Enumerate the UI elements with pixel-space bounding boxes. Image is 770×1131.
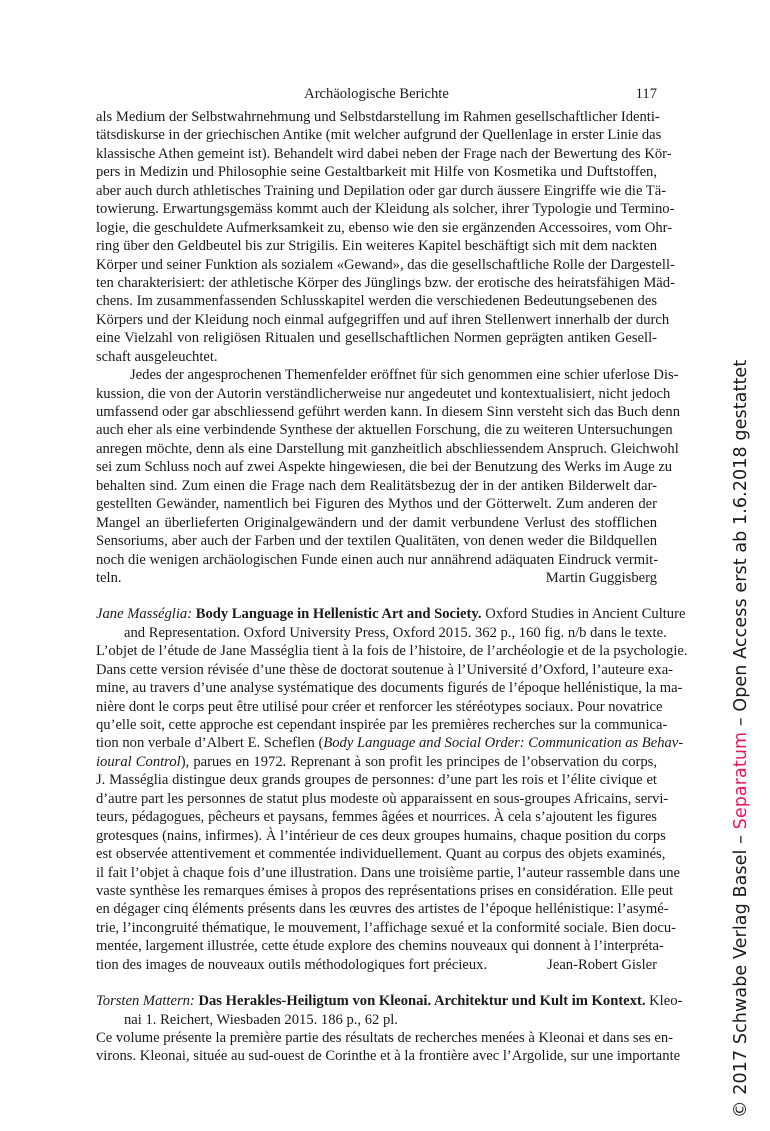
text-line: gestellten Gewänder, namentlich bei Figuren des Mythos und der Götterwelt. Zum anderen der [96,496,657,513]
text-line: als Medium der Selbstwahrnehmung und Selbstdarstellung im Rahmen gesellschaftlicher Identi- [96,109,660,125]
separatum-label: Separatum [731,731,751,830]
text-fragment: tion non verbale d’Albert E. Scheflen ( [96,735,324,752]
text-line: umfassend oder gar abschliessend geführt werden kann. In diesem Sinn versteht sich das Buch denn [96,404,680,420]
signature-line [96,569,657,587]
copyright-sidebar [731,360,751,1118]
biblio-details: Oxford Studies in Ancient Culture [485,606,686,623]
text-line: behalten sind. Zum einen die Frage nach dem Realitätsbezug der in der antiken Bilderwelt dar- [96,477,657,494]
biblio-details-line: nai 1. Reichert, Wiesbaden 2015. 186 p., 62 pl. [124,1011,398,1028]
biblio-heading [96,605,686,623]
text-line: kussion, die von der Autorin verständlicherweise nur angedeutet und kontextualisiert, nicht jedoch [96,385,671,402]
text-line: grotesques (nains, infirmes). À l’intérieur de ces deux groupes humains, chaque position du corps [96,827,666,844]
text-line: Dans cette version révisée d’une thèse de doctorat soutenue à l’Université d’Oxford, l’auteure exa- [96,661,674,678]
biblio-details: Kleo- [649,993,683,1010]
text-line: mentée, largement illustrée, cette étude explore des chemins nouveaux qui donnent à l’interpréta- [96,938,664,955]
reviewer-name: Jean-Robert Gisler [547,956,657,973]
book-author: Jane Masséglia: [96,606,193,623]
page-number: 117 [635,86,657,102]
text-line: logie, die geschuldete Aufmerksamkeit zu, ebenso wie den sie ergänzenden Accessoires, vom Ohr- [96,219,673,236]
text-line: il fait l’objet à chaque fois d’une illustration. Dans une troisième partie, l’auteur rassemble dans une [96,864,680,881]
review-2 [96,605,688,974]
cited-title: Body Language and Social Order: Communication as Behav- [323,735,684,752]
text-line: est observée attentivement et commentée individuellement. Quant au corpus des objets examinés, [96,846,666,863]
text-line: Sensoriums, aber auch der Farben und der textilen Qualitäten, von denen weder die Bildquellen [96,533,657,550]
text-line: L’objet de l’étude de Jane Masséglia tient à la fois de l’histoire, de l’archéologie et de la psychologie. [96,643,688,660]
open-access-notice: – Open Access erst ab 1.6.2018 gestattet [731,359,751,732]
text-line: mine, au travers d’une analyse systématique des documents figurés de l’époque hellénistique, la ma- [96,680,683,697]
book-title: Body Language in Hellenistic Art and Society. [195,606,482,623]
text-line: klassische Athen gemeint ist). Behandelt wird dabei neben der Frage nach der Bewertung des Kör- [96,145,672,162]
text-line: aber auch durch athletisches Training und Depilation oder gar durch äussere Eingriffe wie die Tä- [96,182,667,199]
book-title: Das Herakles-Heiligtum von Kleonai. Architektur und Kult im Kontext. [198,993,646,1010]
biblio-details-line: and Representation. Oxford University Press, Oxford 2015. 362 p., 160 fig. n/b dans le texte. [124,624,667,641]
text-line: Mangel an überlieferten Originalgewändern und der damit verbundene Verlust des stofflichen [96,514,657,531]
text-fragment: ), parues en 1972. Reprenant à son profit les principes de l’observation du corps, [180,753,657,770]
text-line: Ce volume présente la première partie des résultats de recherches menées à Kleonai et dans ses en- [96,1030,674,1046]
running-head [96,86,657,108]
text-line: Körper und seiner Funktion als sozialem «Gewand», das die gesellschaftliche Rolle der Dargestell- [96,256,675,273]
text-line: vaste synthèse les remarques émises à propos des représentations prises en considération. Elle peut [96,882,674,899]
section-gap [96,974,657,992]
review-3 [96,992,683,1066]
text-line: schaft ausgeleuchtet. [96,348,218,365]
text-line: d’autre part les personnes de statut plus modeste où apparaissent en sous-groupes Africains, servi- [96,790,669,807]
review-1-paragraph-2 [96,366,680,587]
biblio-heading [96,992,683,1010]
text-line [96,753,657,771]
text-line: trie, l’incongruité thématique, le mouvement, l’affichage sexué et la conformité sociale. Bien docu- [96,919,677,936]
text-line: teurs, pédagogues, pêcheurs et paysans, femmes âgées et nourrices. À cela s’ajoutent les figures [96,809,657,826]
text-line: pers in Medizin und Philosophie seine Gestaltbarkeit mit Hilfe von Kosmetika und Duftstoffen, [96,164,657,181]
text-line: chens. Im zusammenfassenden Schlusskapitel werden die verschiedenen Bedeutungsebenen des [96,293,657,310]
text-line: eine Vielzahl von religiösen Ritualen und gesellschaftlichen Normen geprägten antiken Gesell- [96,330,657,347]
text-line: Jedes der angesprochenen Themenfelder eröffnet für sich genommen eine schier uferlose Dis- [130,367,679,384]
text-line: ring über den Geldbeutel bis zur Strigilis. Ein weiteres Kapitel beschäftigt sich mit dem nackten [96,238,657,255]
text-line: Körpers und der Kleidung noch einmal aufgegriffen und auf ihren Stellenwert innerhalb der durch [96,311,670,328]
text-line: tätsdiskurse in der griechischen Antike (mit welcher aufgrund der Quellenlage in erster Linie das [96,127,662,144]
text-line: virons. Kleonai, située au sud-ouest de Corinthe et à la frontière avec l’Argolide, sur une importante [96,1048,681,1065]
text-line: anregen möchte, denn als eine Darstellung mit ganzheitlich abschliessendem Anspruch. Gleichwohl [96,440,679,457]
signature-line [96,956,657,974]
text-line: ten charakterisiert: der athletische Körper des Jünglings bzw. der erotische des heiratsfähigen Mäd- [96,274,675,291]
text-line [96,734,684,752]
text-line: noch die wenigen archäologischen Funde einen auch nur annährend adäquaten Eindruck vermit- [96,551,659,568]
document-page [96,86,688,1066]
cited-title: ioural Control [96,753,181,770]
text-line: towierung. Erwartungsgemäss kommt auch der Kleidung als solcher, ihrer Typologie und Termino- [96,201,675,218]
section-gap [96,587,657,605]
text-line: qu’elle soit, cette approche est cependant inspirée par les premières recherches sur la communica- [96,717,668,733]
text-line: nière dont le corps peut être utilisé pour créer et renforcer les stéréotypes sociaux. Pour novatrice [96,698,663,715]
copyright-text: © 2017 Schwabe Verlag Basel – [731,829,751,1118]
text-line: auch eher als eine verbindende Synthese der aktuellen Forschung, die zu weiteren Untersuchungen [96,422,673,439]
running-title: Archäologische Berichte [304,86,449,102]
text-line: en dégager cinq éléments présents dans les œuvres des artistes de l’époque hellénistique: l’asymé- [96,901,669,918]
text-fragment: teln. [96,569,122,586]
text-line: sei zum Schluss noch auf zwei Aspekte hingewiesen, die bei der Benutzung des Werks im Auge zu [96,459,673,476]
review-1-paragraph-1 [96,108,675,366]
text-line: J. Masséglia distingue deux grands groupes de personnes: d’une part les rois et l’élite civique et [96,772,657,789]
reviewer-name: Martin Guggisberg [545,569,657,586]
book-author: Torsten Mattern: [96,993,195,1010]
text-fragment: tion des images de nouveaux outils méthodologiques fort précieux. [96,956,488,973]
